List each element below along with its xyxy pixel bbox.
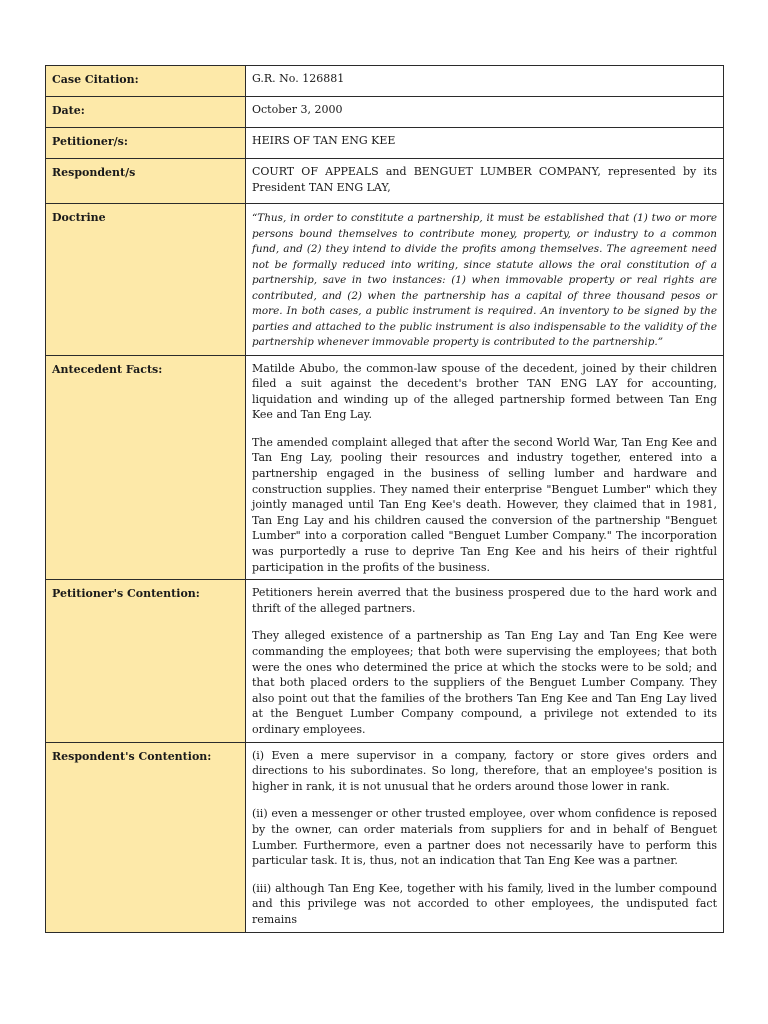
respondent-contention-paragraph: (i) Even a mere supervisor in a company, factory or store gives orders and directions to his subordinates. So long, therefore, that an employee's position is higher in rank, it is not unusual that he orders around those lower in rank. — [252, 748, 717, 793]
doctrine-value: “Thus, in order to constitute a partnership, it must be established that (1) two or more persons bound themselves to contribute money, property, or industry to a common fund, and (2) they intend to divide the profits among themselves. The agreement need not be formally reduced into writing, since statute allows the oral constitution of a partnership, save in two instances: (1) when immovable property or real rights are contributed, and (2) when the partnership has a capital of three thousand pesos or more. In both cases, a public instrument is required. An inventory to be signed by the parties and attached to the public instrument is also indispensable to the validity of the partnership whenever immovable property is contributed to the partnership.” — [246, 204, 724, 356]
petitioner-contention-paragraph: Petitioners herein averred that the business prospered due to the hard work and thrift of the alleged partners. — [252, 586, 717, 615]
case-digest-table — [45, 65, 724, 933]
doctrine-label: Doctrine — [46, 204, 246, 356]
case-citation-row — [46, 66, 724, 97]
petitioner-contention-label: Petitioner's Contention: — [46, 580, 246, 742]
petitioner-row — [46, 128, 724, 159]
date-value: October 3, 2000 — [246, 97, 724, 128]
petitioner-contention-value — [246, 580, 724, 742]
respondent-label: Respondent/s — [46, 159, 246, 204]
petitioner-value: HEIRS OF TAN ENG KEE — [246, 128, 724, 159]
respondent-contention-paragraph: (ii) even a messenger or other trusted employee, over whom confidence is reposed by the owner, can order materials from suppliers for and in behalf of Benguet Lumber. Furthermore, even a partner does not necessarily have to perform this particular task. It is, thus, not an indication that Tan Eng Kee was a partner. — [252, 807, 717, 868]
case-citation-label: Case Citation: — [46, 66, 246, 97]
antecedent-paragraph: Matilde Abubo, the common-law spouse of the decedent, joined by their children filed a suit against the decedent's brother TAN ENG LAY for accounting, liquidation and winding up of the alleged partnership formed between Tan Eng Kee and Tan Eng Lay. — [252, 361, 717, 422]
petitioner-contention-row — [46, 580, 724, 742]
respondent-row — [46, 159, 724, 204]
respondent-contention-label: Respondent's Contention: — [46, 742, 246, 932]
respondent-contention-paragraph: (iii) although Tan Eng Kee, together with his family, lived in the lumber compound and this privilege was not accorded to other employees, the undisputed fact remains — [252, 881, 717, 926]
case-citation-value: G.R. No. 126881 — [246, 66, 724, 97]
antecedent-facts-label: Antecedent Facts: — [46, 355, 246, 580]
respondent-contention-row — [46, 742, 724, 932]
antecedent-facts-row — [46, 355, 724, 580]
date-label: Date: — [46, 97, 246, 128]
antecedent-paragraph: The amended complaint alleged that after the second World War, Tan Eng Kee and Tan Eng Lay, pooling their resources and industry together, entered into a partnership engaged in the business of selling lumber and hardware and construction supplies. They named their enterprise "Benguet Lumber" which they jointly managed until Tan Eng Kee's death. However, they claimed that in 1981, Tan Eng Lay and his children caused the conversion of the partnership "Benguet Lumber" into a corporation called "Benguet Lumber Company." The incorporation was purportedly a ruse to deprive Tan Eng Kee and his heirs of their rightful participation in the profits of the business. — [252, 435, 717, 574]
date-row — [46, 97, 724, 128]
respondent-value: COURT OF APPEALS and BENGUET LUMBER COMPANY, represented by its President TAN ENG LAY, — [246, 159, 724, 204]
petitioner-label: Petitioner/s: — [46, 128, 246, 159]
antecedent-facts-value — [246, 355, 724, 580]
doctrine-row — [46, 204, 724, 356]
petitioner-contention-paragraph: They alleged existence of a partnership as Tan Eng Lay and Tan Eng Kee were commanding the employees; that both were supervising the employees; that both were the ones who determined the price at which the stocks were to be sold; and that both placed orders to the suppliers of the Benguet Lumber Company. They also point out that the families of the brothers Tan Eng Kee and Tan Eng Lay lived at the Benguet Lumber Company compound, a privilege not extended to its ordinary employees. — [252, 629, 717, 736]
respondent-contention-value — [246, 742, 724, 932]
